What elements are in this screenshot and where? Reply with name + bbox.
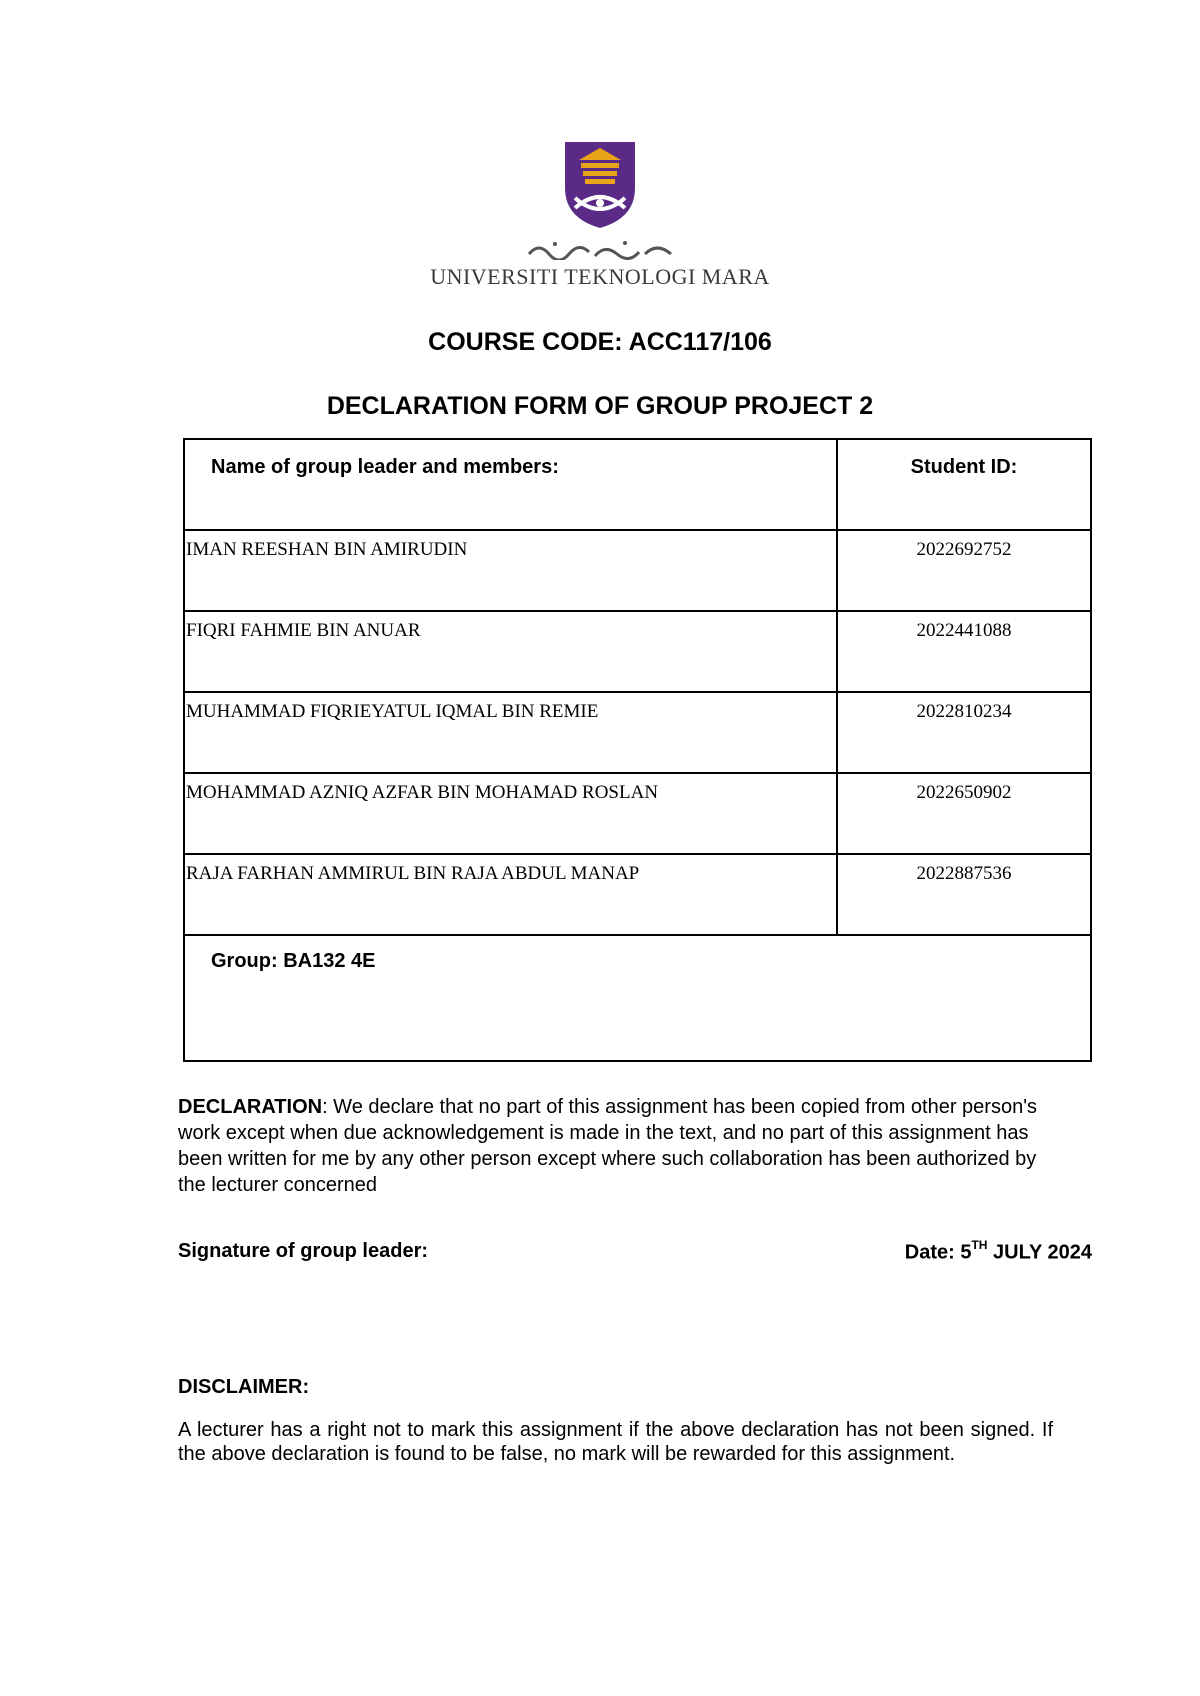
members-table <box>183 438 1092 1062</box>
header-id-cell: Student ID: <box>837 439 1091 530</box>
member-name: FIQRI FAHMIE BIN ANUAR <box>184 611 837 692</box>
university-logo <box>0 138 1200 290</box>
group-row <box>184 935 1091 1061</box>
member-student-id: 2022887536 <box>837 854 1091 935</box>
declaration-text: : We declare that no part of this assignment has been copied from other person's work except when due acknowledgement is made in the text, and no part of this assignment has been written for me by any other person except where such collaboration has been authorized by the lecturer concerned <box>178 1096 1038 1196</box>
university-crest-icon <box>561 138 639 230</box>
course-code: COURSE CODE: ACC117/106 <box>428 328 772 356</box>
date-line <box>905 1240 1092 1265</box>
member-name: RAJA FARHAN AMMIRUL BIN RAJA ABDUL MANAP <box>184 854 837 935</box>
university-name: UNIVERSITI TEKNOLOGI MARA <box>430 264 770 289</box>
declaration-paragraph <box>178 1094 1058 1198</box>
date-superscript: TH <box>971 1238 988 1252</box>
group-cell: Group: BA132 4E <box>184 935 1091 1061</box>
header-name-cell: Name of group leader and members: <box>184 439 837 530</box>
member-student-id: 2022692752 <box>837 530 1091 611</box>
member-name: MUHAMMAD FIQRIEYATUL IQMAL BIN REMIE <box>184 692 837 773</box>
signature-label: Signature of group leader: <box>178 1240 429 1262</box>
table-row <box>184 854 1091 935</box>
date-prefix: Date: 5 <box>904 1241 972 1264</box>
table-row <box>184 773 1091 854</box>
declaration-label: DECLARATION <box>178 1096 323 1118</box>
member-name: MOHAMMAD AZNIQ AZFAR BIN MOHAMAD ROSLAN <box>184 773 837 854</box>
table-header-row <box>184 439 1091 530</box>
jawi-script-mark <box>525 238 675 260</box>
member-student-id: 2022650902 <box>837 773 1091 854</box>
table-row <box>184 692 1091 773</box>
member-name: IMAN REESHAN BIN AMIRUDIN <box>184 530 837 611</box>
disclaimer-title: DISCLAIMER: <box>178 1376 310 1398</box>
disclaimer-text: A lecturer has a right not to mark this assignment if the above declaration has not been signed. If the above declaration is found to be false, no mark will be rewarded for this assignment. <box>178 1419 1053 1465</box>
member-student-id: 2022441088 <box>837 611 1091 692</box>
member-student-id: 2022810234 <box>837 692 1091 773</box>
table-row <box>184 530 1091 611</box>
table-row <box>184 611 1091 692</box>
date-suffix: JULY 2024 <box>987 1241 1092 1264</box>
form-title: DECLARATION FORM OF GROUP PROJECT 2 <box>326 392 874 420</box>
